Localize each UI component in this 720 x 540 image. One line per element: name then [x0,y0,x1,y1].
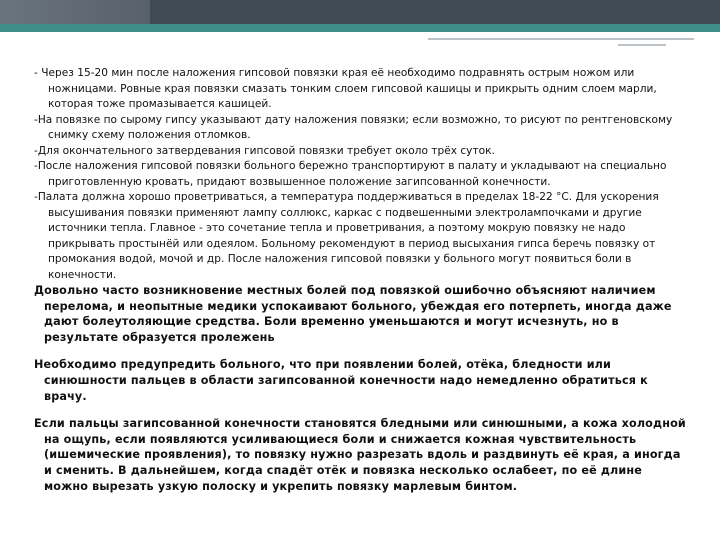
paragraph-trim-edges: - Через 15-20 мин после наложения гипсовой повязки края её необходимо подравнять острым ножом или ножницами. Ровные края повязки смазать тонким слоем гипсовой кашицы и прикрыть одним слоем марли, которая тоже промазывается кашицей. [34,67,657,110]
paragraph-ward-ventilation: -Палата должна хорошо проветриваться, а температура поддерживаться в пределах 18-22 °С. Для ускорения высушивания повязки применяют лампу соллюкс, каркас с подвешенными электролампочками и другие источники тепла. Главное - это сочетание тепла и проветривания, а поэтому мокрую повязку не надо прикрывать простынёй или одеялом. Больному рекомендуют в период высыхания гипса беречь повязку от промокания водой, мочой и др. После наложения гипсовой повязки у больного могут появиться боли в конечности. [34,191,659,281]
decorative-line [428,38,694,40]
header-bar [0,0,720,24]
paragraph-date-marking: -На повязке по сырому гипсу указывают дату наложения повязки; если возможно, то рисуют по рентгеновскому снимку схему положения отломков. [34,113,673,141]
header-bar-highlight [0,0,150,24]
slide-body [30,66,690,494]
accent-stripe [0,24,720,32]
paragraph-pressure-sore-warning: Довольно часто возникновение местных болей под повязкой ошибочно объясняют наличием перелома, и неопытные медики успокаивают больного, убеждая его потерпеть, иногда даже дают болеутоляющие средства. Боли временно уменьшаются и могут исчезнуть, но в результате образуется пролежень [34,284,672,344]
paragraph-transport: -После наложения гипсовой повязки больного бережно транспортируют в палату и укладывают на специально приготовленную кровать, придают возвышенное положение загипсованной конечности. [34,160,667,188]
paragraph-hardening-time: -Для окончательного затвердевания гипсовой повязки требует около трёх суток. [34,144,495,157]
paragraph-warn-patient: Необходимо предупредить больного, что при появлении болей, отёка, бледности или синюшности пальцев в области загипсованной конечности надо немедленно обратиться к врачу. [34,358,648,403]
decorative-line-short [618,44,666,46]
paragraph-ischemia-action: Если пальцы загипсованной конечности становятся бледными или синюшными, а кожа холодной на ощупь, если появляются усиливающиеся боли и снижается кожная чувствительность (ишемические проявления), то повязку нужно разрезать вдоль и раздвинуть её края, а иногда и сменить. В дальнейшем, когда спадёт отёк и повязка несколько ослабеет, по её длине можно вырезать узкую полоску и укрепить повязку марлевым бинтом. [34,417,686,493]
